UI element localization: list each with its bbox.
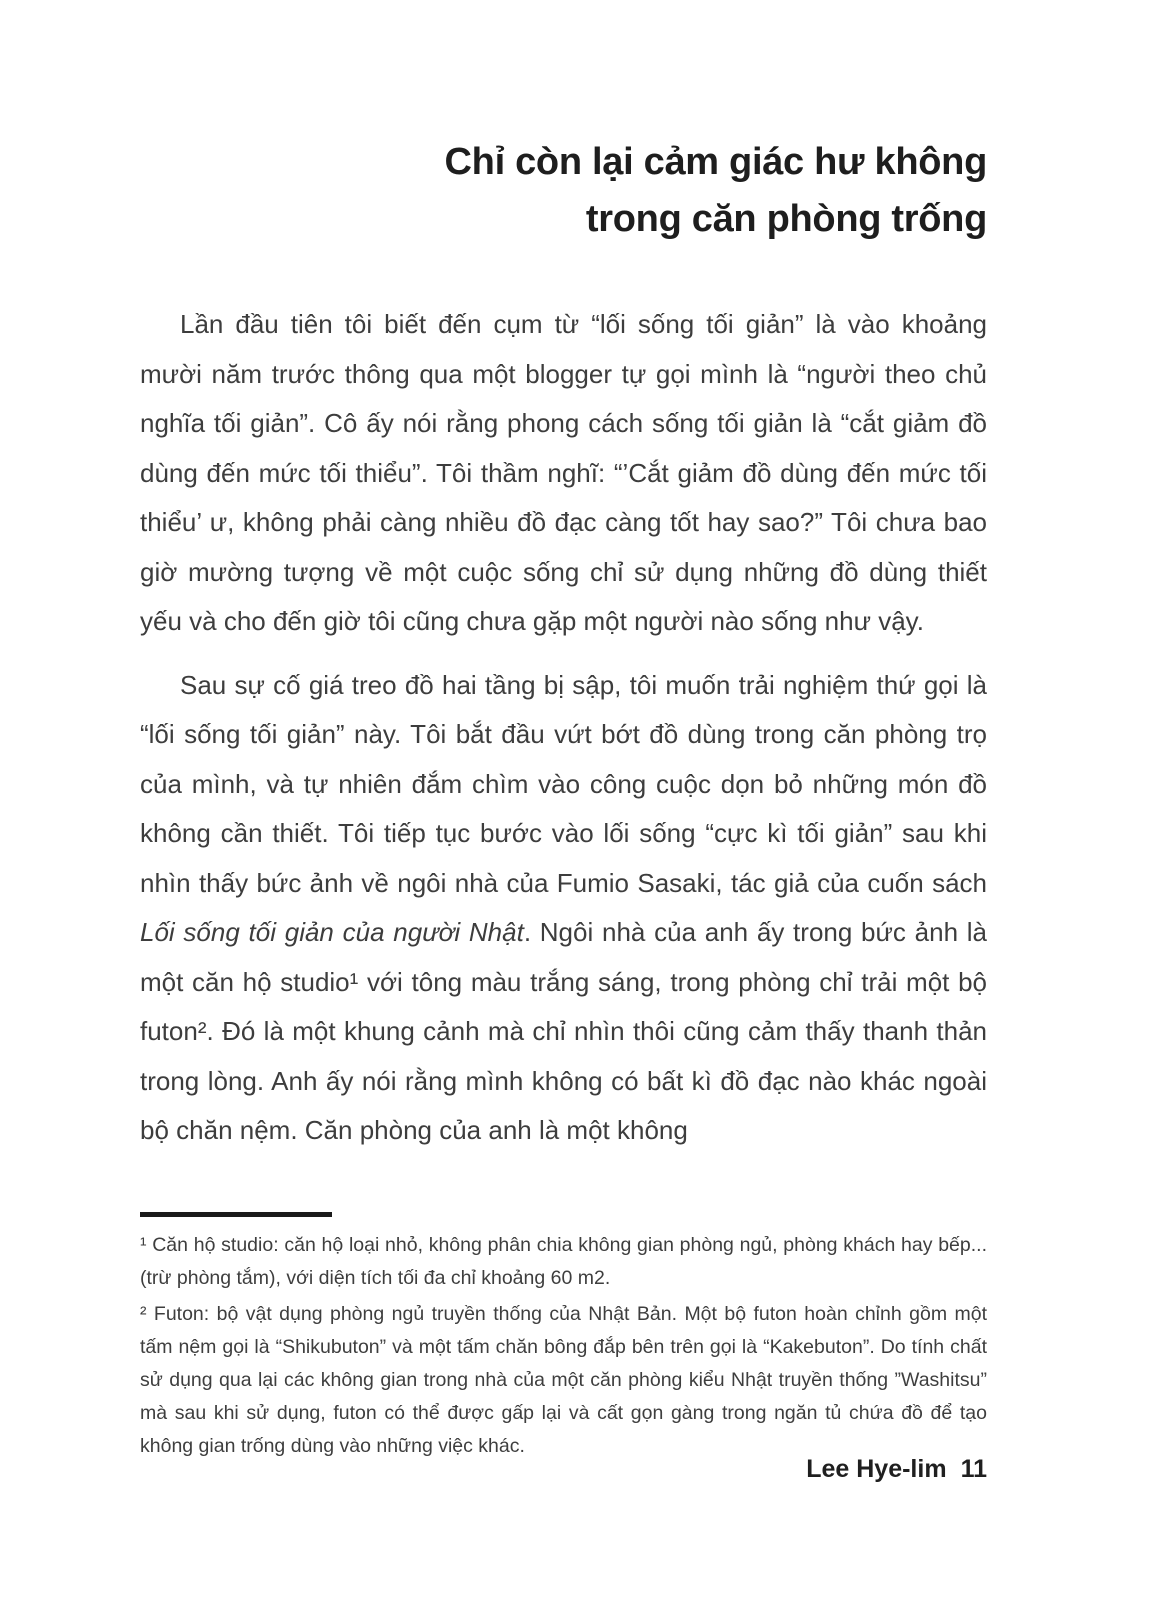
footnote-1: ¹ Căn hộ studio: căn hộ loại nhỏ, không phân chia không gian phòng ngủ, phòng khách hay bếp... (trừ phòng tắm), với diện tích tối đa chỉ khoảng 60 m2. [140,1234,987,1289]
footnote-2: ² Futon: bộ vật dụng phòng ngủ truyền thống của Nhật Bản. Một bộ futon hoàn chỉnh gồm một tấm nệm gọi là “Shikubuton” và một tấm chăn bông đắp bên trên gọi là “Kakebuton”. Do tính chất sử dụng qua lại các không gian trong nhà của một căn phòng kiểu Nhật truyền thống ”Washitsu” mà sau khi sử dụng, futon có thể được gấp lại và cất gọn gàng trong ngăn tủ chứa đồ để tạo không gian trống dùng vào những việc khác. [140,1303,987,1457]
page-number: 11 [960,1455,987,1483]
chapter-title-line-1: Chỉ còn lại cảm giác hư không [444,141,987,183]
paragraph-2-text-post: . Ngôi nhà của anh ấy trong bức ảnh là một căn hộ studio¹ với tông màu trắng sáng, trong phòng chỉ trải một bộ futon². Đó là một khung cảnh mà chỉ nhìn thôi cũng cảm thấy thanh thản trong lòng. Anh ấy nói rằng mình không có bất kì đồ đạc nào khác ngoài bộ chăn nệm. Căn phòng của anh là một không [140,917,988,1145]
paragraph-1-text: Lần đầu tiên tôi biết đến cụm từ “lối sống tối giản” là vào khoảng mười năm trước thông qua một blogger tự gọi mình là “người theo chủ nghĩa tối giản”. Cô ấy nói rằng phong cách sống tối giản là “cắt giảm đồ dùng đến mức tối thiểu”. Tôi thầm nghĩ: “’Cắt giảm đồ dùng đến mức tối thiểu’ ư, không phải càng nhiều đồ đạc càng tốt hay sao?” Tôi chưa bao giờ mường tượng về một cuộc sống chỉ sử dụng những đồ dùng thiết yếu và cho đến giờ tôi cũng chưa gặp một người nào sống như vậy. [140,309,987,636]
page-footer [140,1455,987,1484]
chapter-title [140,134,987,248]
footnotes-section [140,1212,987,1466]
chapter-title-line-2: trong căn phòng trống [585,198,987,240]
footnote-separator [140,1212,332,1217]
body-paragraph-2 [140,661,987,1156]
body-paragraph-1 [140,300,987,647]
book-title-italic: Lối sống tối giản của người Nhật [140,917,524,947]
paragraph-2-text-pre: Sau sự cố giá treo đồ hai tầng bị sập, tôi muốn trải nghiệm thứ gọi là “lối sống tối giản” này. Tôi bắt đầu vứt bớt đồ dùng trong căn phòng trọ của mình, và tự nhiên đắm chìm vào công cuộc dọn bỏ những món đồ không cần thiết. Tôi tiếp tục bước vào lối sống “cực kì tối giản” sau khi nhìn thấy bức ảnh về ngôi nhà của Fumio Sasaki, tác giả của cuốn sách [140,669,987,898]
body-text [140,300,987,1170]
author-name: Lee Hye-lim [806,1455,947,1483]
